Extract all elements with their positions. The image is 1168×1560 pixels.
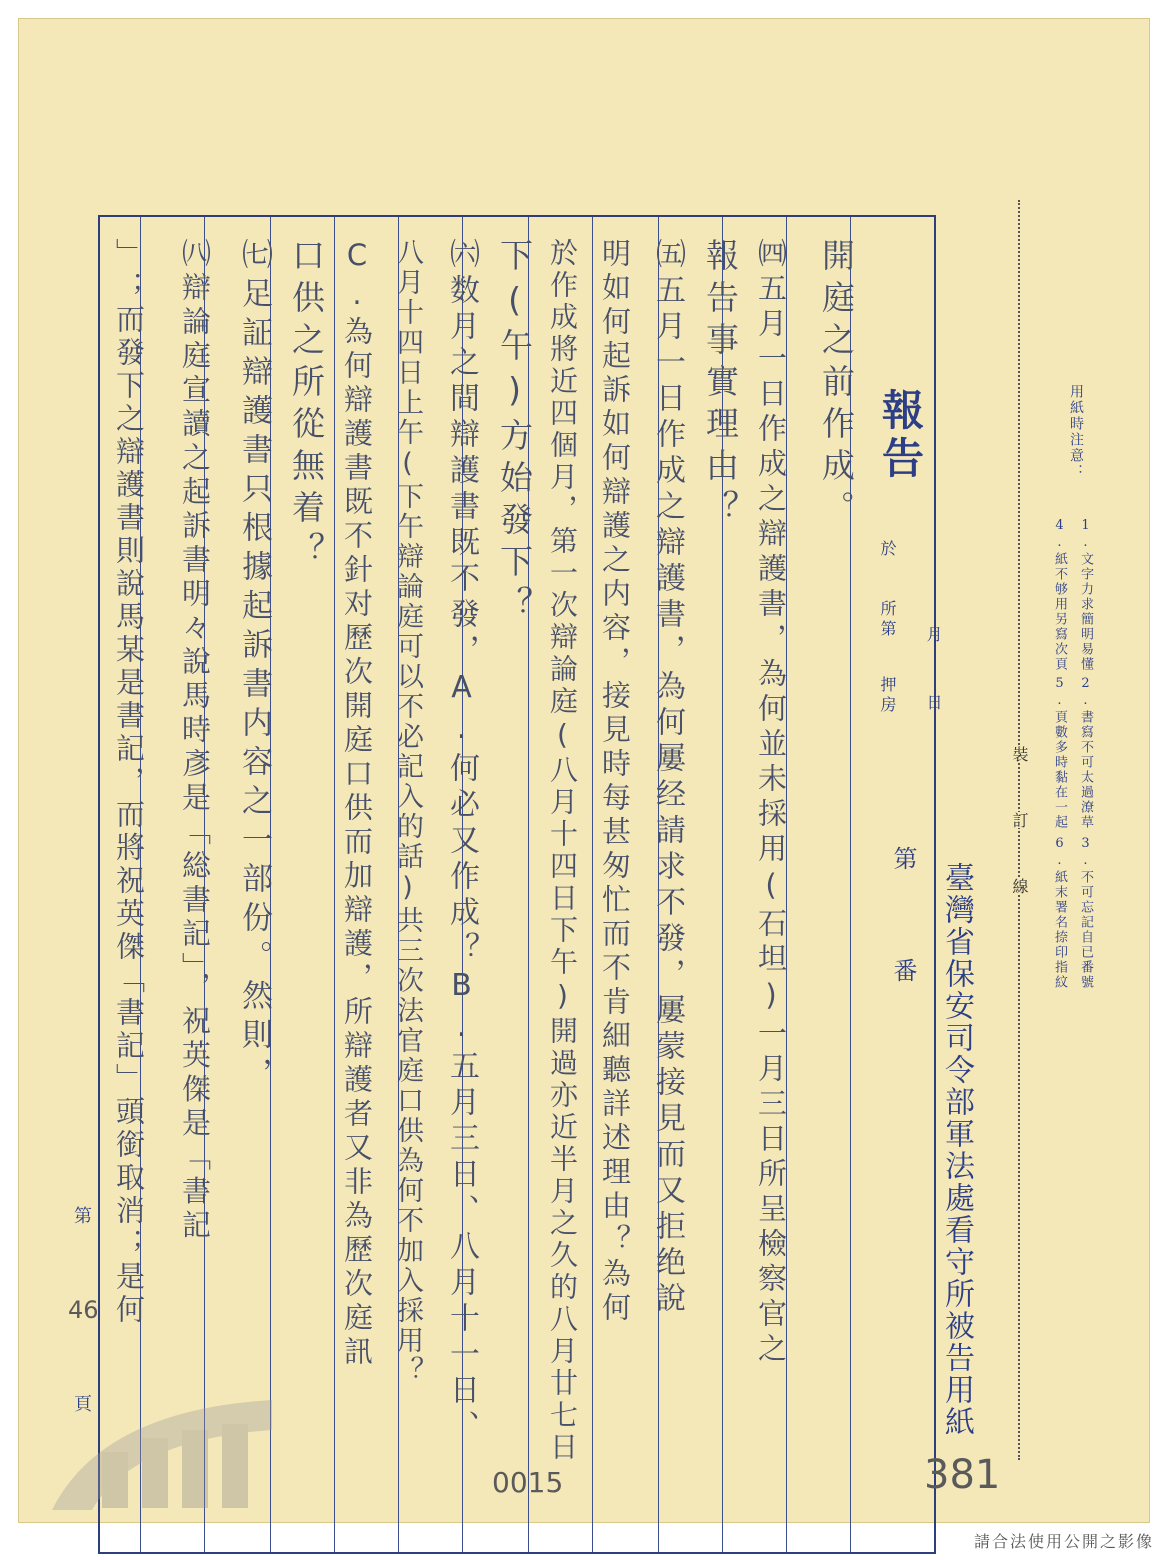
at-label: 於: [878, 540, 897, 560]
archive-number: 381: [924, 1452, 1001, 1498]
page-number: 46: [68, 1296, 99, 1324]
column-rule: [592, 217, 593, 1552]
form-title: 報告: [876, 388, 925, 484]
usage-footer: 請合法使用公開之影像: [973, 1532, 1154, 1551]
handwritten-line: 八月十四日上午(下午辯論庭可以不必記入的話)共三次法官庭口供為何不加入採用？: [392, 238, 423, 1386]
handwritten-line: 明如何起訴如何辯護之内容，接見時每甚匆忙而不肯細聽詳述理由？為何: [598, 238, 632, 1326]
usage-note-1: 1.文字力求簡明易懂: [1078, 518, 1093, 672]
handwritten-line: 」；而發下之辯護書則說馬某是書記，而將祝英傑「書記」頭銜取消；是何: [112, 238, 146, 1327]
place-label: 所第: [878, 600, 897, 640]
handwritten-line: ㈦足証辯護書只根據起訴書内容之一部份。然則，: [236, 238, 272, 1096]
binding-label-a: 裝: [1010, 746, 1029, 762]
handwritten-line: 開庭之前作成。: [817, 238, 856, 532]
number-suffix: 番: [889, 958, 917, 984]
usage-note-6: 6.紙末署名捺印指紋: [1052, 836, 1067, 990]
archive-logo-watermark: [42, 1390, 272, 1520]
usage-note-3: 3.不可忘記自已番號: [1078, 836, 1093, 990]
handwritten-line: ㈥数月之間辯護書既不發，A.何必又作成？B.五月三日、八月十一日、: [444, 238, 479, 1446]
binding-dotted-line: [1018, 200, 1020, 1460]
handwritten-line: 報告事實理由？: [701, 238, 740, 532]
date-month-label: 月: [924, 626, 943, 646]
handwritten-line: 下(午)方始發下？: [495, 238, 534, 628]
binding-label-b: 訂: [1010, 812, 1029, 828]
usage-note-2: 2.書寫不可太過潦草: [1078, 676, 1093, 830]
handwritten-line: ㈧辯論庭宣讀之起訴書明々說馬時彥是「総書記」，祝英傑是「書記: [178, 238, 212, 1244]
usage-notes-heading: 用紙時注意：: [1068, 384, 1084, 480]
date-day-label: 日: [924, 694, 943, 714]
handwritten-line: 口供之所從無着？: [287, 238, 326, 574]
handwritten-line: C.為何辯護書既不針对歷次開庭口供而加辯護，所辯護者又非為歷次庭訊: [340, 238, 374, 1370]
handwritten-line: ㈣五月一日作成之辯護書，為何並未採用(石坦)一月三日所呈檢察官之: [754, 238, 788, 1368]
binding-label-c: 線: [1010, 878, 1029, 894]
organization-name: 臺灣省保安司令部軍法處看守所被告用紙: [939, 862, 974, 1438]
number-prefix: 第: [889, 846, 917, 872]
usage-note-4: 4.紙不够用另寫次頁: [1052, 518, 1067, 672]
usage-note-5: 5.頁數多時黏在一起: [1052, 676, 1067, 830]
page-label-top: 第: [74, 1206, 92, 1227]
archive-sequence: 0015: [492, 1466, 564, 1499]
column-rule: [334, 217, 335, 1552]
page-label-bottom: 頁: [74, 1394, 92, 1415]
cell-label: 押房: [878, 676, 897, 716]
handwritten-line: 於作成將近四個月，第一次辯論庭(八月十四日下午)開過亦近半月之久的八月廿七日: [546, 238, 579, 1464]
handwritten-line: ㈤五月一日作成之辯護書，為何屢经請求不發，屢蒙接見而又拒绝說: [650, 238, 685, 1318]
